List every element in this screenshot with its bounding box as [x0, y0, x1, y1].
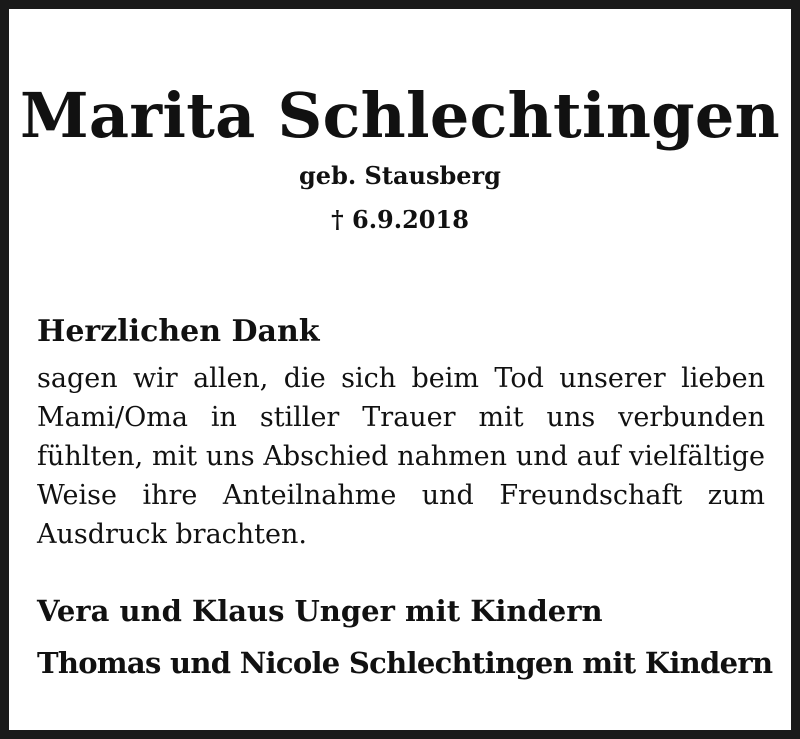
- thanks-body: sagen wir allen, die sich beim Tod unserer lieben Mami/Oma in stiller Trauer mit uns verbunden fühlten, mit uns Abschied nahmen und auf vielfältige Weise ihre Anteilnahme und Freundschaft zum Ausdruck brachten.: [37, 363, 765, 550]
- deceased-name: Marita Schlechtingen: [20, 79, 780, 152]
- thanks-heading: Herzlichen Dank: [37, 314, 320, 349]
- signature-line: Vera und Klaus Unger mit Kindern: [37, 594, 603, 628]
- signature-line: Thomas und Nicole Schlechtingen mit Kindern: [37, 646, 773, 680]
- death-date: † 6.9.2018: [331, 205, 469, 234]
- maiden-name: geb. Stausberg: [299, 161, 501, 190]
